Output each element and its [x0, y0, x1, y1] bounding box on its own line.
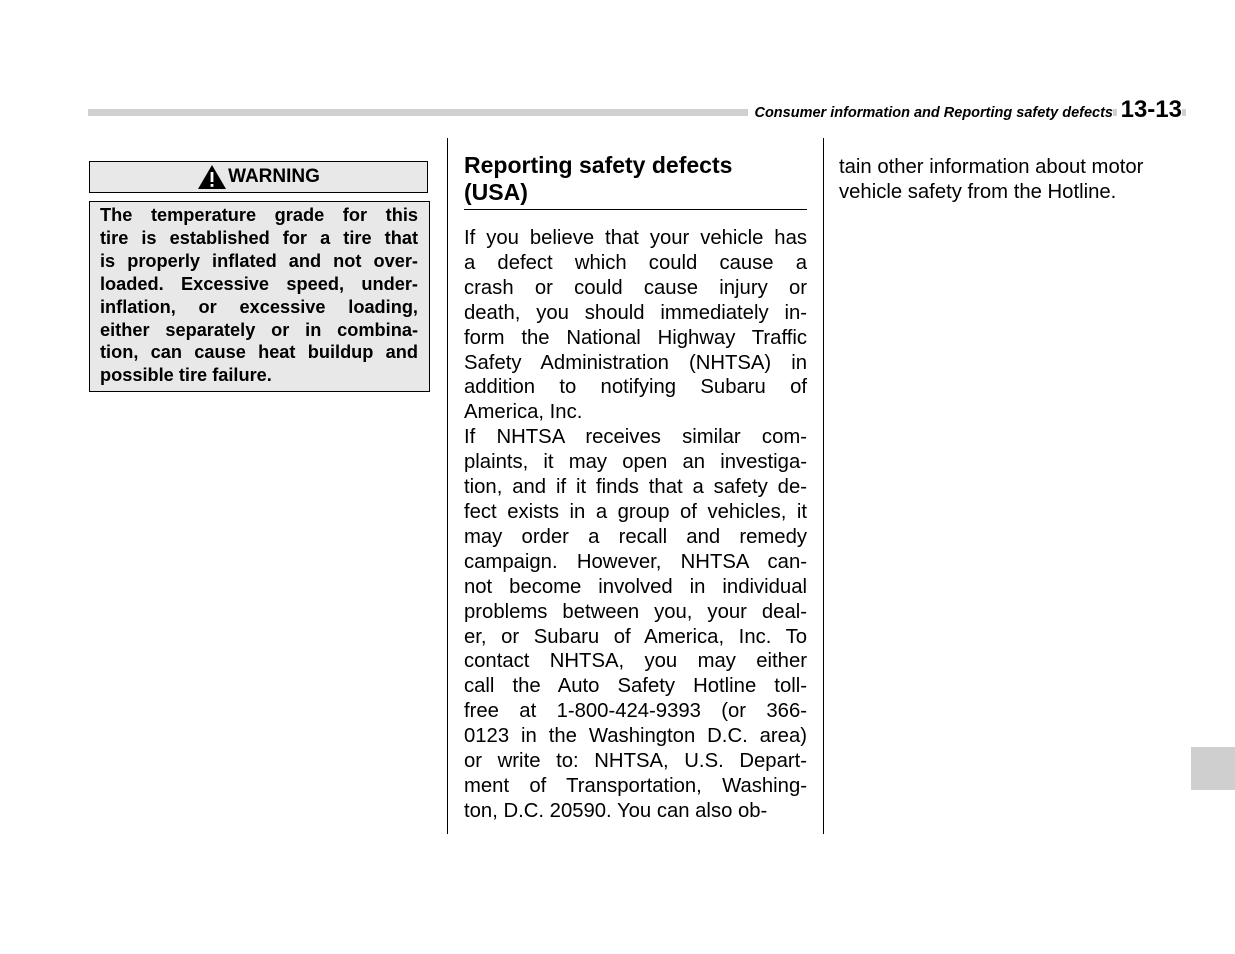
section-title-line: Reporting safety defects	[464, 152, 733, 178]
body-text-line: or write to: NHTSA, U.S. Depart-	[464, 750, 807, 773]
body-text-line: not become involved in individual	[464, 575, 807, 598]
column-divider	[447, 138, 448, 834]
warning-text-line: The temperature grade for this	[100, 205, 418, 225]
body-text-line: If NHTSA receives similar com-	[464, 426, 807, 449]
body-text-line: fect exists in a group of vehicles, it	[464, 500, 807, 523]
body-text-line: er, or Subaru of America, Inc. To	[464, 625, 807, 648]
body-text-line: problems between you, your deal-	[464, 600, 807, 623]
body-text-line: addition to notifying Subaru of	[464, 376, 807, 399]
body-text-line: form the National Highway Traffic	[464, 326, 807, 349]
continuation-text	[839, 155, 1184, 205]
column-divider	[823, 138, 824, 834]
body-text-line: plaints, it may open an investiga-	[464, 451, 807, 474]
body-text-line: may order a recall and remedy	[464, 525, 807, 548]
section-title	[464, 152, 807, 210]
warning-label: WARNING	[228, 166, 320, 187]
warning-triangle-icon	[197, 164, 227, 190]
warning-text-line: either separately or in combina-	[100, 319, 418, 340]
body-text-line: ton, D.C. 20590. You can also ob-	[464, 799, 768, 822]
warning-text-line: tion, can cause heat buildup and	[100, 342, 418, 363]
warning-text-line: possible tire failure.	[100, 365, 272, 386]
warning-text-line: inflation, or excessive loading,	[100, 296, 418, 317]
running-header-title: Consumer information and Reporting safety defects	[748, 104, 1113, 122]
body-text-line: ment of Transportation, Washing-	[464, 774, 807, 797]
body-text-line: 0123 in the Washington D.C. area)	[464, 725, 807, 748]
body-text-line: If you believe that your vehicle has	[464, 227, 807, 249]
warning-header	[89, 161, 428, 193]
body-text-line: a defect which could cause a	[464, 251, 807, 274]
body-text-line: tion, and if it finds that a safety de-	[464, 476, 807, 499]
body-text-line: America, Inc.	[464, 401, 583, 424]
section-body	[464, 226, 807, 824]
body-text-line: free at 1-800-424-9393 (or 366-	[464, 700, 807, 723]
body-text-line: crash or could cause injury or	[464, 276, 807, 299]
continuation-text-line: vehicle safety from the Hotline.	[839, 180, 1117, 203]
body-text-line: death, you should immediately in-	[464, 301, 807, 324]
warning-text-line: is properly inflated and not over-	[100, 250, 418, 271]
page-number: 13-13	[1117, 96, 1182, 124]
body-text-line: Safety Administration (NHTSA) in	[464, 351, 807, 374]
continuation-text-line: tain other information about motor	[839, 156, 1144, 178]
warning-text	[89, 201, 430, 392]
body-text-line: contact NHTSA, you may either	[464, 650, 807, 673]
body-text-line: campaign. However, NHTSA can-	[464, 550, 807, 573]
warning-text-line: tire is established for a tire that	[100, 227, 418, 248]
body-text-line: call the Auto Safety Hotline toll-	[464, 675, 807, 698]
section-title-line: (USA)	[464, 179, 528, 205]
reporting-section	[464, 152, 807, 824]
chapter-thumb-tab	[1191, 747, 1235, 790]
warning-text-line: loaded. Excessive speed, under-	[100, 273, 418, 294]
